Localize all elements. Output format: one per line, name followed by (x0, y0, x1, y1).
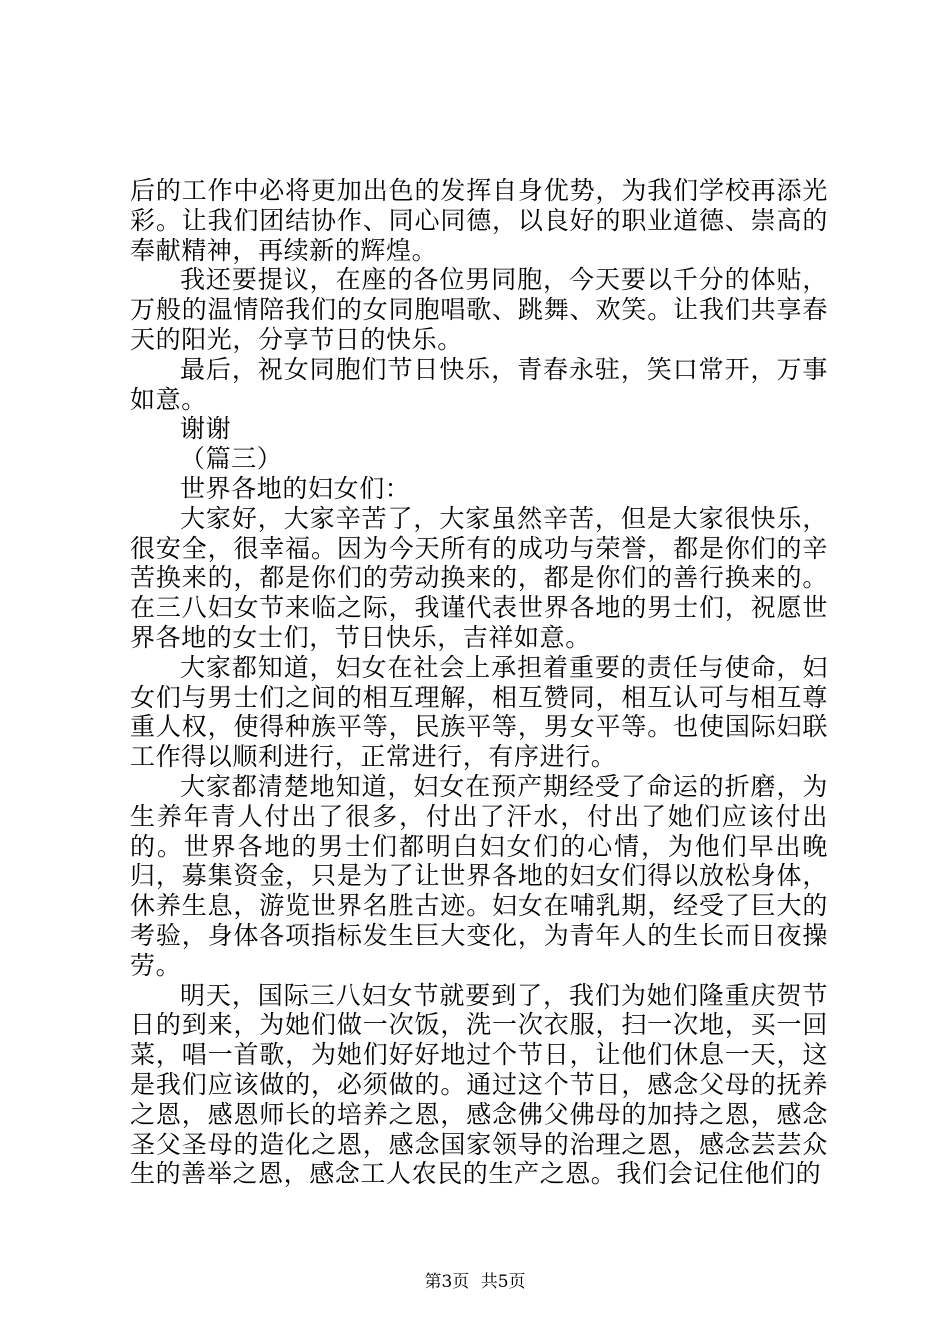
page-number: 第3页 (424, 1272, 470, 1292)
paragraph-9: 大家都清楚地知道，妇女在预产期经受了命运的折磨，为生养年青人付出了很多，付出了汗水，付出了她们应该付出的。世界各地的男士们都明白妇女们的心情，为他们早出晚归，募集资金，只是为了让世界各地的妇女们得以放松身体，休养生息，游览世界名胜古迹。妇女在哺乳期，经受了巨大的考验，身体各项指标发生巨大变化，为青年人的生长而日夜操劳。 (130, 771, 828, 980)
paragraph-7: 大家好，大家辛苦了，大家虽然辛苦，但是大家很快乐，很安全，很幸福。因为今天所有的成功与荣誉，都是你们的辛苦换来的，都是你们的劳动换来的，都是你们的善行换来的。在三八妇女节来临之际，我谨代表世界各地的男士们，祝愿世界各地的女士们，节日快乐，吉祥如意。 (130, 503, 828, 652)
document-body (130, 176, 828, 1189)
page-footer (0, 1272, 950, 1292)
section-heading: （篇三） (180, 444, 283, 474)
page-total: 共5页 (480, 1272, 526, 1292)
paragraph-2: 我还要提议，在座的各位男同胞，今天要以千分的体贴，万般的温情陪我们的女同胞唱歌、跳舞、欢笑。让我们共享春天的阳光，分享节日的快乐。 (130, 265, 828, 354)
salutation: 世界各地的妇女们： (180, 473, 411, 503)
paragraph-thanks: 谢谢 (180, 414, 232, 444)
paragraph-8: 大家都知道，妇女在社会上承担着重要的责任与使命，妇女们与男士们之间的相互理解，相互赞同，相互认可与相互尊重人权，使得种族平等，民族平等，男女平等。也使国际妇联工作得以顺利进行，正常进行，有序进行。 (130, 652, 828, 772)
paragraph-10: 明天，国际三八妇女节就要到了，我们为她们隆重庆贺节日的到来，为她们做一次饭，洗一次衣服，扫一次地，买一回菜，唱一首歌，为她们好好地过个节日，让他们休息一天，这是我们应该做的，必须做的。通过这个节日，感念父母的抚养之恩，感恩师长的培养之恩，感念佛父佛母的加持之恩，感念圣父圣母的造化之恩，感念国家领导的治理之恩，感念芸芸众生的善举之恩，感念工人农民的生产之恩。我们会记住他们的 (130, 980, 828, 1189)
paragraph-3: 最后，祝女同胞们节日快乐，青春永驻，笑口常开，万事如意。 (130, 354, 828, 414)
paragraph-1: 后的工作中必将更加出色的发挥自身优势，为我们学校再添光彩。让我们团结协作、同心同德，以良好的职业道德、崇高的奉献精神，再续新的辉煌。 (130, 176, 828, 265)
